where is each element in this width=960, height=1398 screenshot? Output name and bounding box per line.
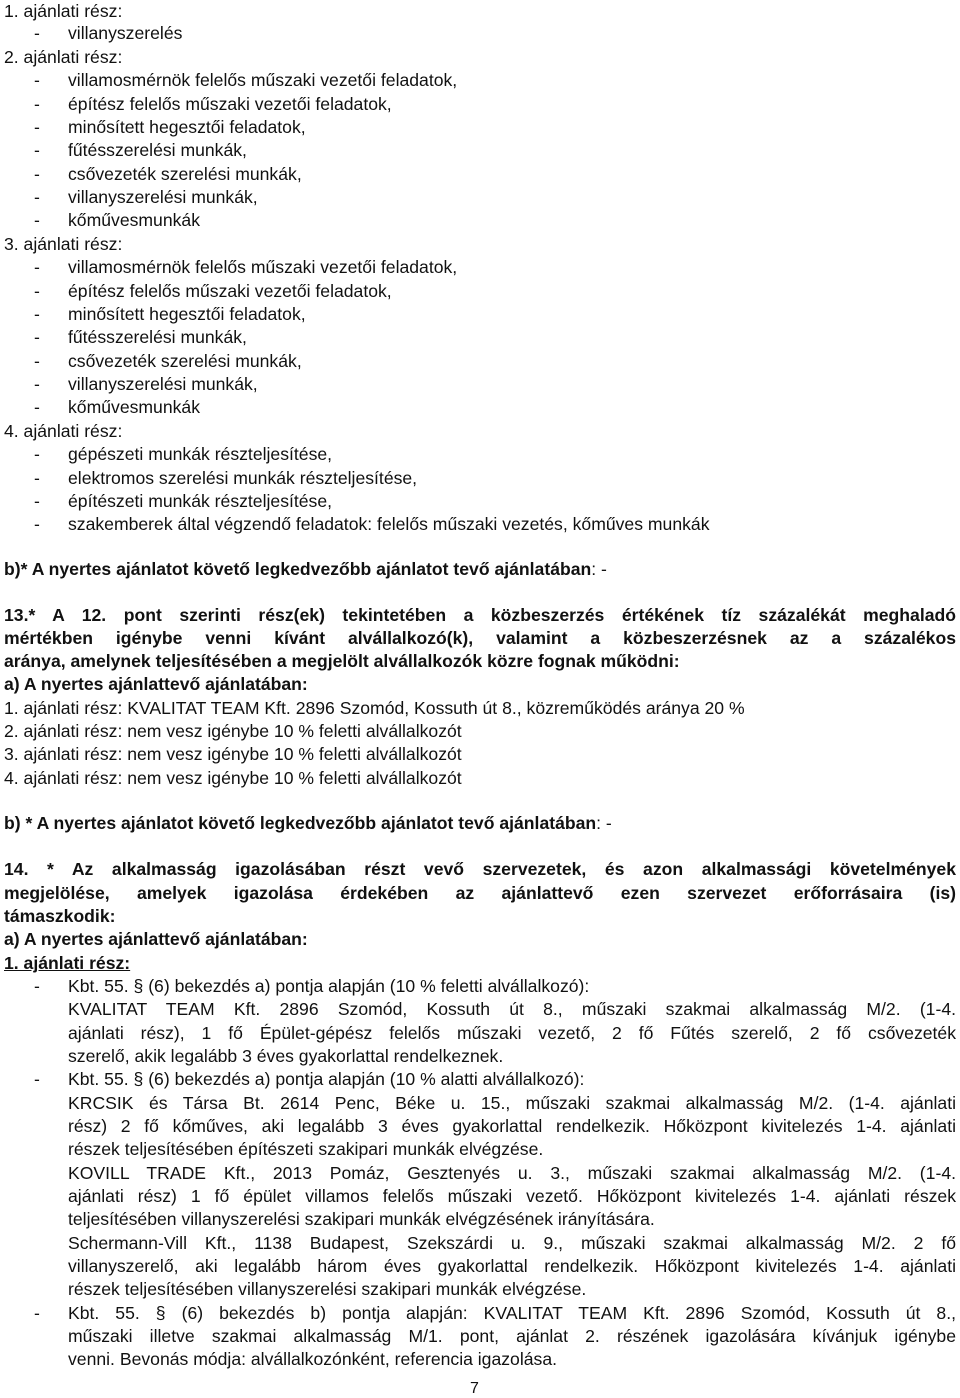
part4-heading: 4. ajánlati rész:: [4, 421, 123, 441]
s13-line3: aránya, amelynek teljesítésében a megjelölt alvállalkozók közre fognak működni:: [4, 651, 680, 671]
list-dash: -: [34, 444, 40, 464]
list-dash: -: [34, 23, 40, 43]
list-item: csővezeték szerelési munkák,: [68, 164, 302, 184]
entry2-line: KRCSIK és Társa Bt. 2614 Penc, Béke u. 15., műszaki szakmai alkalmasság M/2. (1-4. ajánlati: [68, 1093, 956, 1113]
list-dash: -: [34, 468, 40, 488]
b-suffix: : -: [596, 813, 612, 833]
entry3-line: venni. Bevonás módja: alvállalkozónként, referencia igazolása.: [68, 1349, 557, 1369]
entry2-line: ajánlati rész) 1 fő épület villamos felelős műszaki vezető. Hőközpont kivitelezés 1-4. ajánlati részek: [68, 1186, 956, 1206]
entry2-line: részek teljesítésében villanyszerelési szakipari munkák elvégzése.: [68, 1279, 587, 1299]
part1-heading: 1. ajánlati rész:: [4, 1, 123, 21]
list-item: villanyszerelési munkák,: [68, 374, 258, 394]
s13-line1: 13.* A 12. pont szerinti rész(ek) tekintetében a közbeszerzés értékének tíz százalékát meghaladó: [4, 605, 956, 625]
list-item: építész felelős műszaki vezetői feladatok,: [68, 94, 392, 114]
s14-a-line: [4, 928, 308, 950]
list-dash: -: [34, 187, 40, 207]
list-dash: -: [34, 514, 40, 534]
entry1-line: KVALITAT TEAM Kft. 2896 Szomód, Kossuth út 8., műszaki szakmai alkalmasság M/2. (1-4.: [68, 999, 956, 1019]
s14-line2: megjelölése, amelyek igazolása érdekében az ajánlattevő ezen szervezet erőforrásaira (is): [4, 883, 956, 903]
list-item: gépészeti munkák részteljesítése,: [68, 444, 333, 464]
part3-heading: 3. ajánlati rész:: [4, 234, 123, 254]
list-dash: -: [34, 304, 40, 324]
entry2-line: rész) 2 fő kőműves, aki legalább 3 éves gyakorlattal rendelkezik. Hőközpont kivitelezés 1-4. ajánlati: [68, 1116, 956, 1136]
list-item: villanyszerelés: [68, 23, 183, 43]
s13-row: 4. ajánlati rész: nem vesz igénybe 10 % feletti alvállalkozót: [4, 768, 462, 788]
list-dash: -: [34, 1069, 40, 1089]
list-item: elektromos szerelési munkák részteljesítése,: [68, 468, 418, 488]
list-item: csővezeték szerelési munkák,: [68, 351, 302, 371]
list-dash: -: [34, 70, 40, 90]
list-dash: -: [34, 140, 40, 160]
s13-row: 2. ajánlati rész: nem vesz igénybe 10 % feletti alvállalkozót: [4, 721, 462, 741]
list-dash: -: [34, 374, 40, 394]
s13-a-line: [4, 673, 308, 695]
list-item: szakemberek által végzendő feladatok: felelős műszaki vezetés, kőműves munkák: [68, 514, 710, 534]
entry3-line: műszaki illetve szakmai alkalmasság M/1. pont, ajánlat 2. részének igazolására kívánjuk igénybe: [68, 1326, 956, 1346]
b-suffix: : -: [591, 559, 607, 579]
s13-row: 1. ajánlati rész: KVALITAT TEAM Kft. 2896 Szomód, Kossuth út 8., közreműködés aránya 20 %: [4, 698, 745, 718]
entry2-intro: Kbt. 55. § (6) bekezdés a) pontja alapján (10 % alatti alvállalkozó):: [68, 1069, 585, 1089]
a-label: a): [4, 674, 20, 694]
list-item: fűtésszerelési munkák,: [68, 327, 247, 347]
entry2-line: villanyszerelő, aki legalább három éves gyakorlattal rendelkezik. Hőközpont kivitelezés 1-4. ajánlati: [68, 1256, 956, 1276]
list-item: villamosmérnök felelős műszaki vezetői feladatok,: [68, 70, 458, 90]
list-item: fűtésszerelési munkák,: [68, 140, 247, 160]
page-number: 7: [470, 1380, 479, 1397]
list-dash: -: [34, 257, 40, 277]
s14-part1-heading: 1. ajánlati rész:: [4, 953, 131, 973]
list-dash: -: [34, 164, 40, 184]
s13-line2: mértékben igénybe venni kívánt alvállalkozó(k), valamint a közbeszerzésnek az a százalékos: [4, 628, 956, 648]
b-label: b)*: [4, 559, 28, 579]
s13-row: 3. ajánlati rész: nem vesz igénybe 10 % feletti alvállalkozót: [4, 744, 462, 764]
a-label: a): [4, 929, 20, 949]
list-item: építész felelős műszaki vezetői feladatok,: [68, 281, 392, 301]
list-item: építészeti munkák részteljesítése,: [68, 491, 333, 511]
a-text: A nyertes ajánlattevő ajánlatában:: [19, 929, 308, 949]
s13-b-line: [4, 812, 612, 834]
entry2-line: részek teljesítésében építészeti szakipari munkák elvégzése.: [68, 1139, 544, 1159]
entry2-line: teljesítésében villanyszerelési szakipari munkák elvégzésének irányítására.: [68, 1209, 655, 1229]
s14-line1: 14. * Az alkalmasság igazolásában részt vevő szervezetek, és azon alkalmassági követelmények: [4, 859, 956, 879]
list-dash: -: [34, 210, 40, 230]
list-item: minősített hegesztői feladatok,: [68, 304, 306, 324]
list-dash: -: [34, 976, 40, 996]
list-dash: -: [34, 1303, 40, 1323]
list-item: kőművesmunkák: [68, 210, 201, 230]
entry1-intro: Kbt. 55. § (6) bekezdés a) pontja alapján (10 % feletti alvállalkozó):: [68, 976, 590, 996]
list-item: villanyszerelési munkák,: [68, 187, 258, 207]
entry3-intro: Kbt. 55. § (6) bekezdés b) pontja alapján: KVALITAT TEAM Kft. 2896 Szomód, Kossuth út 8.,: [68, 1303, 956, 1323]
entry2-line: Schermann-Vill Kft., 1138 Budapest, Szekszárdi u. 9., műszaki szakmai alkalmasság M/2. 2 fő: [68, 1233, 956, 1253]
entry1-line: szerelő, akik legalább 3 éves gyakorlattal rendelkeznek.: [68, 1046, 504, 1066]
b-text: A nyertes ajánlatot követő legkedvezőbb ajánlatot tevő ajánlatában: [27, 559, 592, 579]
list-item: villamosmérnök felelős műszaki vezetői feladatok,: [68, 257, 458, 277]
s14-line3: támaszkodik:: [4, 906, 116, 926]
list-dash: -: [34, 281, 40, 301]
b-text: * A nyertes ajánlatot követő legkedvezőbb ajánlatot tevő ajánlatában: [20, 813, 597, 833]
part2-heading: 2. ajánlati rész:: [4, 47, 123, 67]
b-next-best-line: [4, 558, 607, 580]
list-dash: -: [34, 327, 40, 347]
a-text: A nyertes ajánlattevő ajánlatában:: [19, 674, 308, 694]
list-item: kőművesmunkák: [68, 397, 201, 417]
entry1-line: ajánlati rész), 1 fő Épület-gépész felelős műszaki vezető, 2 fő Fűtés szerelő, 2 fő csővezeték: [68, 1023, 956, 1043]
entry2-line: KOVILL TRADE Kft., 2013 Pomáz, Gesztenyés u. 3., műszaki szakmai alkalmasság M/2. (1-4.: [68, 1163, 956, 1183]
list-dash: -: [34, 397, 40, 417]
list-dash: -: [34, 117, 40, 137]
list-dash: -: [34, 351, 40, 371]
list-dash: -: [34, 491, 40, 511]
list-item: minősített hegesztői feladatok,: [68, 117, 306, 137]
b-label: b): [4, 813, 21, 833]
list-dash: -: [34, 94, 40, 114]
